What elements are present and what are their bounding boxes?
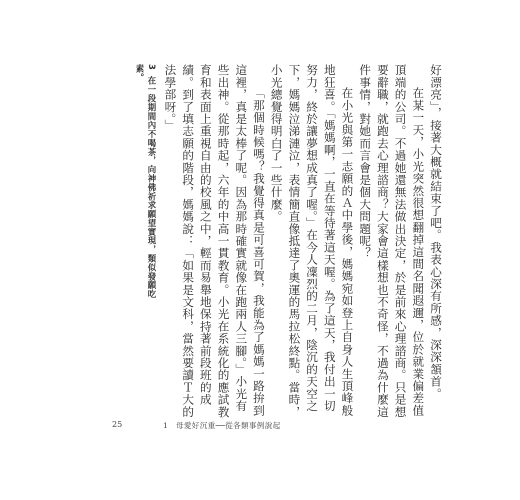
running-head: 1 母愛好沉重──從各類事例說起 <box>163 421 281 430</box>
footnote-number: 3 <box>147 64 157 71</box>
paragraph: 「那個時候嗎？我覺得真是可喜可賀，我能為了媽媽一路拚到這裡，真是太棒了呢。因為那時確實就像在跑兩人三腳。」小光有些出神。從那時起，六年的中高一貫教育。小光在系統化的應試教育和表面上重視自由的校風之中，輕而易舉地保持著前段班的成績。到了填志願的階段，媽媽說：「如果是文科，當然要讀Ｔ大的法學部呀。」 <box>163 64 266 418</box>
footnote <box>135 64 158 304</box>
page-number: 25 <box>112 420 123 429</box>
footnote-text: 在一段期間內不喝茶，向神佛祈求願望實現，類似發願吃素。 <box>135 64 157 299</box>
paragraph: 在某一天，小光突然很想翻掉這間名聞遐邇，位於就業偏差值頂端的公司。不過她還無法做出決定，於是前來心理諮商。只是想要辭職，就跑去心理諮商？大家會這樣想也不奇怪，不過為什麼這件事情，對她而言會是個大問題呢？ <box>358 64 426 418</box>
paragraph: 好漂亮」，接著大概就結束了吧。我表心深有所感，深深頷首。 <box>429 64 443 400</box>
body-text <box>163 64 444 420</box>
paragraph: 在小光與第一志願的Ａ中學後，媽媽宛如登上自身人生頂峰般地狂喜。「媽媽啊，一直在等待著這天喔。為了這天，我付出一切努力，終於讓夢想成真了喔。」在今人凜烈的二月，陰沉的天空之下，媽媽泣涕漣泣，表情簡直像抵達了奧運的馬拉松終點。當時，小光總覺得明白了一些什麼。 <box>269 64 355 418</box>
